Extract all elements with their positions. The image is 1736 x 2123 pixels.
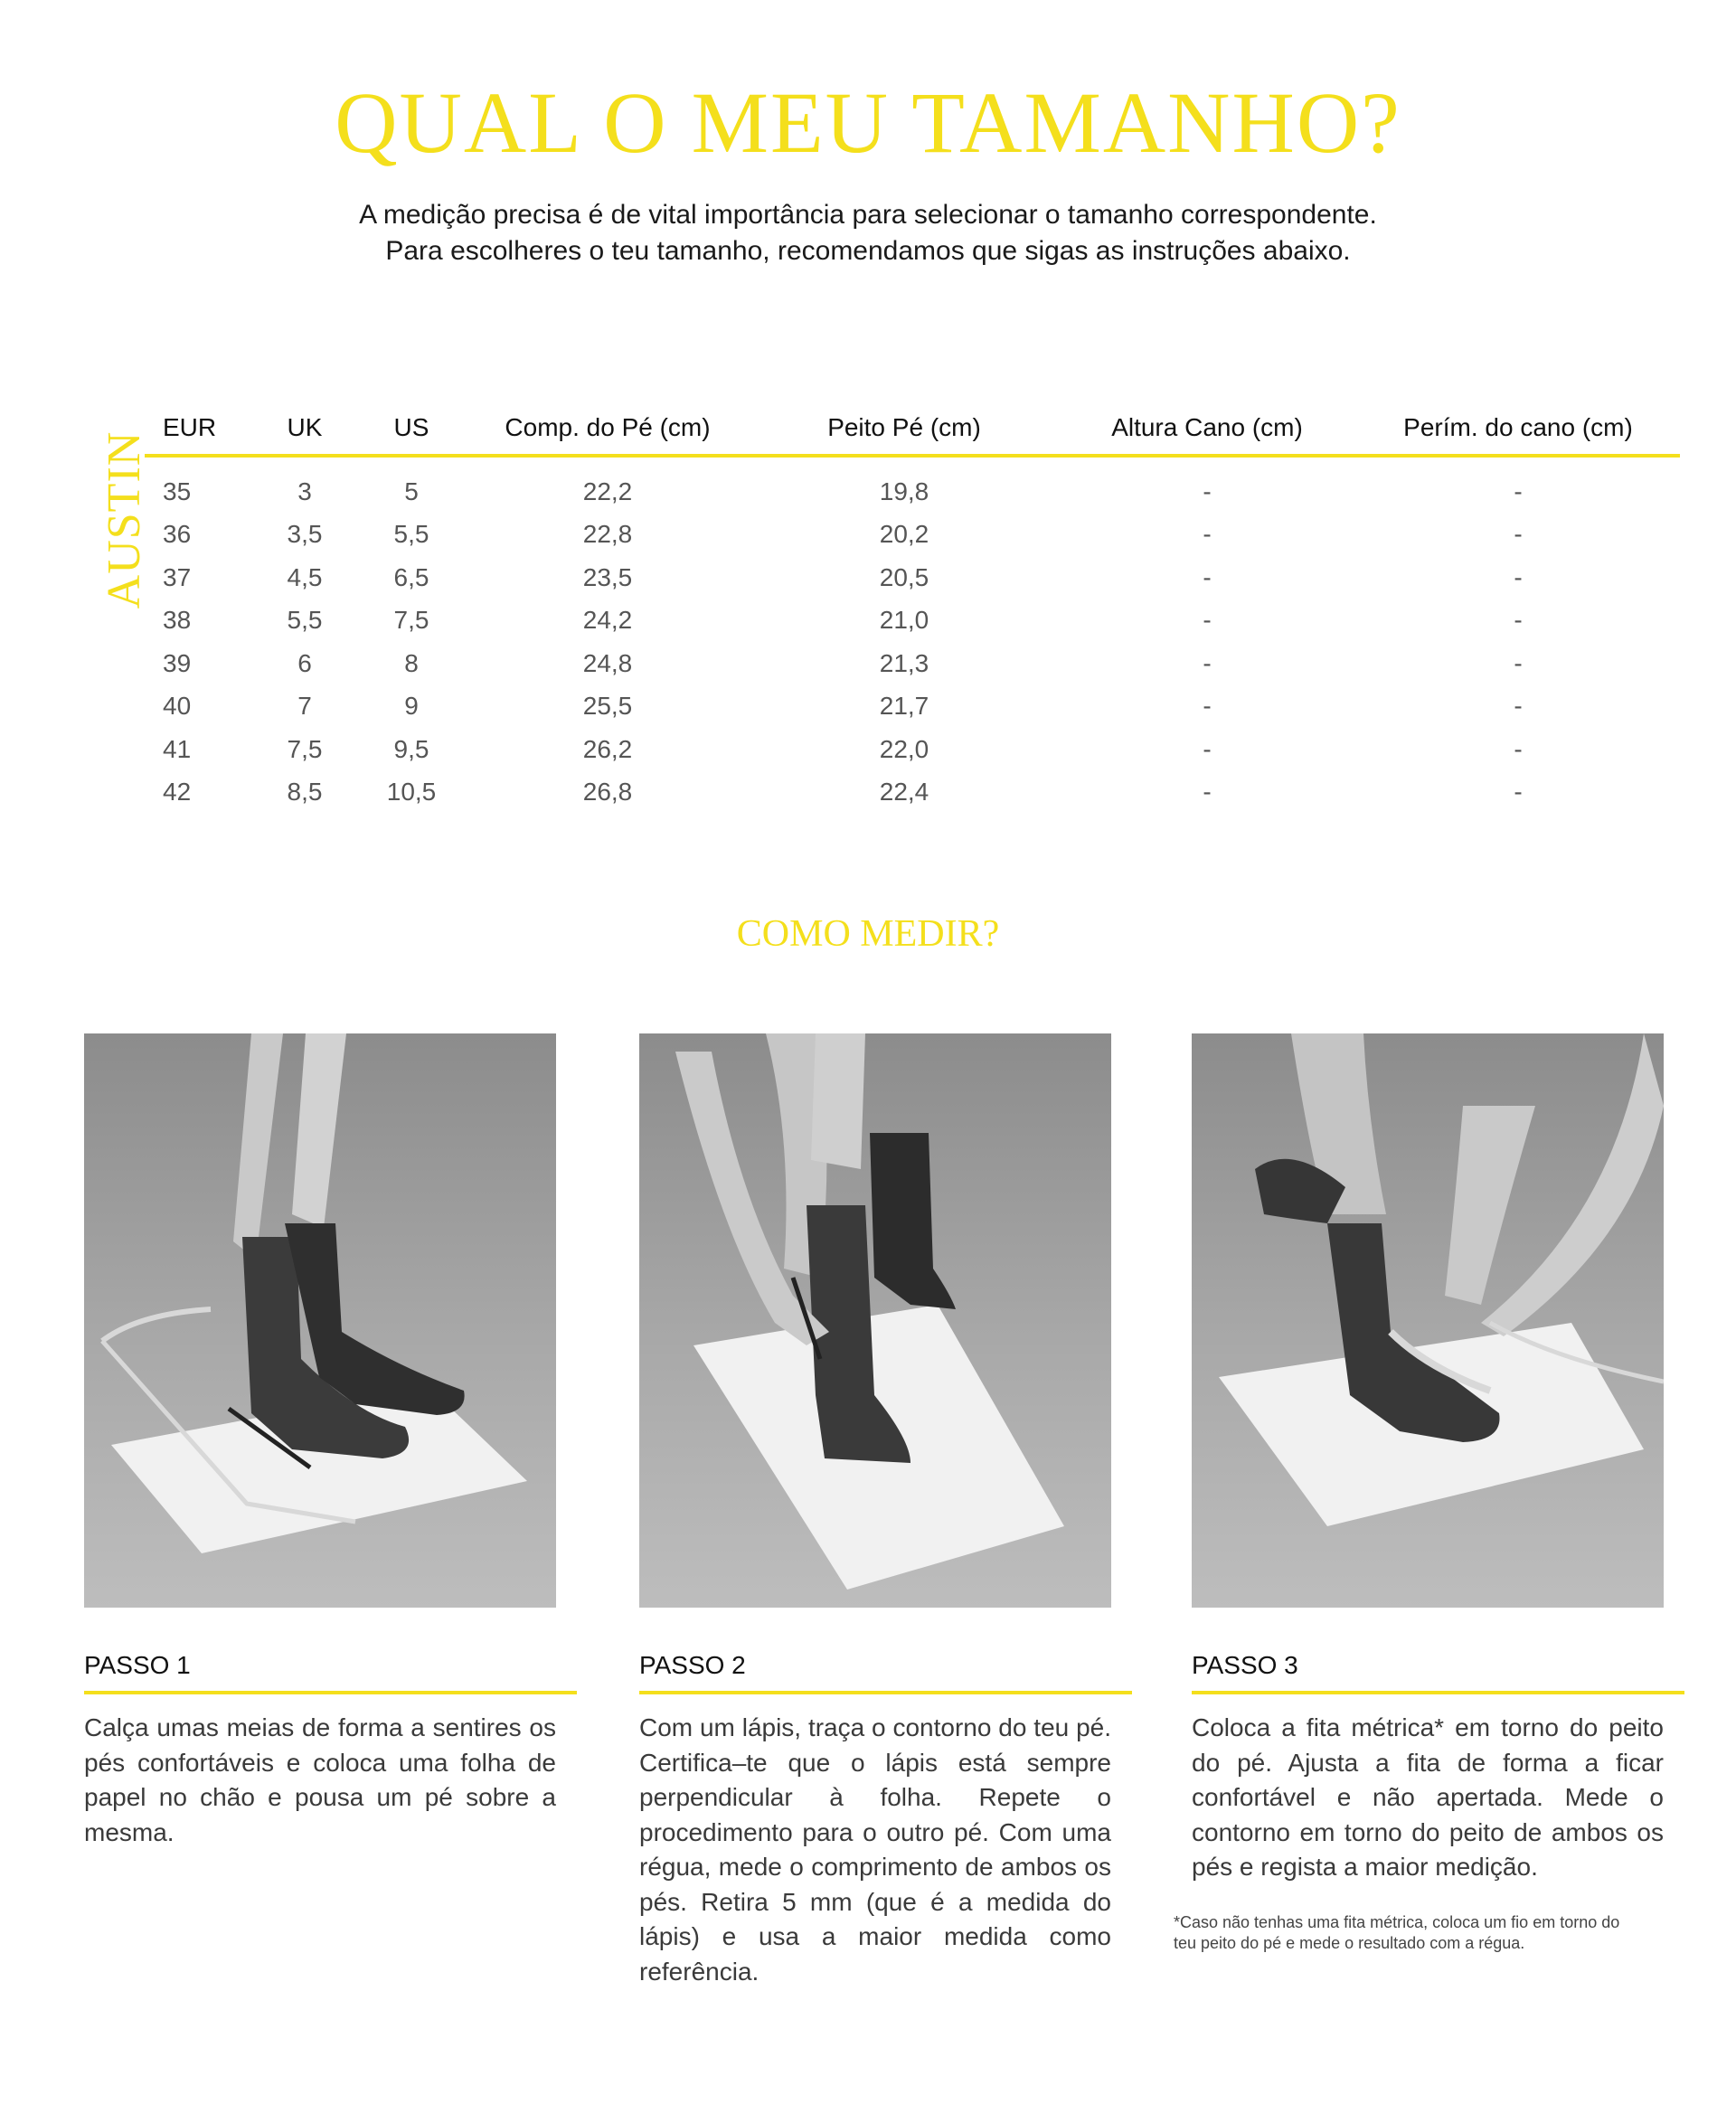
table-cell: 38 xyxy=(163,606,192,635)
table-cell: - xyxy=(1203,692,1212,721)
table-cell: 23,5 xyxy=(582,562,633,591)
table-cell: 22,2 xyxy=(582,476,633,505)
table-cell: 41 xyxy=(163,734,192,763)
how-to-title: COMO MEDIR? xyxy=(736,913,1000,955)
column-header-instep: Peito Pé (cm) xyxy=(750,405,1058,456)
table-cell: 6,5 xyxy=(393,562,429,591)
table-cell: - xyxy=(1514,734,1523,763)
table-cell: 24,2 xyxy=(582,606,633,635)
table-cell: - xyxy=(1514,476,1523,505)
table-cell: - xyxy=(1203,648,1212,677)
table-cell: 26,8 xyxy=(582,778,633,807)
table-cell: - xyxy=(1514,606,1523,635)
column-header-us: US xyxy=(358,405,465,456)
table-cell: 7,5 xyxy=(393,606,429,635)
step-3-footnote: *Caso não tenhas uma fita métrica, coloca um fio em torno do teu peito do pé e mede o resultado com a régua. xyxy=(1174,1912,1620,1952)
step-3-text: Coloca a fita métrica* em torno do peito do pé. Ajusta a fita de forma a ficar confortável e não apertada. Mede o contorno em torno do peito de ambos os pés e regista a maior medição. xyxy=(1192,1713,1664,1881)
column-header-uk: UK xyxy=(251,405,358,456)
table-cell: 20,5 xyxy=(879,562,929,591)
size-table-body xyxy=(145,456,1680,814)
table-cell: 21,7 xyxy=(879,692,929,721)
table-cell: 7 xyxy=(297,692,312,721)
table-cell: 7,5 xyxy=(287,734,323,763)
table-cell: 21,0 xyxy=(879,606,929,635)
table-cell: 9 xyxy=(404,692,419,721)
step-2-title: PASSO 2 xyxy=(639,1651,1132,1694)
table-row xyxy=(145,456,1680,514)
table-cell: - xyxy=(1203,562,1212,591)
table-cell: 22,4 xyxy=(879,778,929,807)
step-1-photo xyxy=(84,1033,556,1608)
intro-line-2: Para escolheres o teu tamanho, recomendamos que sigas as instruções abaixo. xyxy=(385,236,1351,266)
table-cell: 37 xyxy=(163,562,192,591)
table-cell: 20,2 xyxy=(879,520,929,549)
step-2-text: Com um lápis, traça o contorno do teu pé. Certifica–te que o lápis está sempre perpendicular à folha. Repete o procedimento para o outro pé. Com uma régua, mede o comprimento de ambos os pés. Retira 5 mm (que é a medida do lápis) e usa a maior medida como referência. xyxy=(639,1713,1111,1986)
intro-text xyxy=(0,197,1736,269)
table-row xyxy=(145,599,1680,643)
step-3 xyxy=(1174,1033,1664,1954)
page-title: QUAL O MEU TAMANHO? xyxy=(335,74,1401,171)
table-cell: 5,5 xyxy=(393,520,429,549)
table-header-row xyxy=(145,405,1680,456)
table-cell: 35 xyxy=(163,476,192,505)
table-cell: - xyxy=(1203,476,1212,505)
table-cell: - xyxy=(1514,692,1523,721)
column-header-shaft-perimeter: Perím. do cano (cm) xyxy=(1356,405,1680,456)
table-cell: 24,8 xyxy=(582,648,633,677)
table-cell: 3 xyxy=(297,476,312,505)
column-header-foot-length: Comp. do Pé (cm) xyxy=(465,405,750,456)
table-row xyxy=(145,685,1680,729)
table-cell: 8 xyxy=(404,648,419,677)
table-cell: 5 xyxy=(404,476,419,505)
table-cell: 22,0 xyxy=(879,734,929,763)
table-cell: - xyxy=(1514,778,1523,807)
table-cell: - xyxy=(1203,734,1212,763)
intro-line-1: A medição precisa é de vital importância para selecionar o tamanho correspondente. xyxy=(359,200,1377,230)
table-cell: 26,2 xyxy=(582,734,633,763)
table-cell: 22,8 xyxy=(582,520,633,549)
table-cell: - xyxy=(1514,648,1523,677)
table-cell: - xyxy=(1514,520,1523,549)
step-3-photo xyxy=(1192,1033,1664,1608)
table-cell: 42 xyxy=(163,778,192,807)
size-table xyxy=(145,405,1680,814)
table-cell: - xyxy=(1203,520,1212,549)
step-1-text: Calça umas meias de forma a sentires os pés confortáveis e coloca uma folha de papel no chão e pousa um pé sobre a mesma. xyxy=(84,1713,556,1846)
table-cell: 4,5 xyxy=(287,562,323,591)
table-cell: - xyxy=(1514,562,1523,591)
column-header-eur: EUR xyxy=(145,405,251,456)
step-2 xyxy=(639,1033,1111,1989)
step-2-photo xyxy=(639,1033,1111,1608)
table-cell: 21,3 xyxy=(879,648,929,677)
table-cell: 39 xyxy=(163,648,192,677)
table-cell: 3,5 xyxy=(287,520,323,549)
table-row xyxy=(145,514,1680,557)
table-cell: 6 xyxy=(297,648,312,677)
table-cell: 19,8 xyxy=(879,476,929,505)
table-cell: 40 xyxy=(163,692,192,721)
table-cell: - xyxy=(1203,778,1212,807)
table-cell: - xyxy=(1203,606,1212,635)
table-cell: 5,5 xyxy=(287,606,323,635)
step-1-title: PASSO 1 xyxy=(84,1651,577,1694)
step-3-title: PASSO 3 xyxy=(1192,1651,1684,1694)
table-row xyxy=(145,556,1680,599)
column-header-shaft-height: Altura Cano (cm) xyxy=(1058,405,1356,456)
model-name: AUSTIN xyxy=(99,430,150,609)
table-cell: 25,5 xyxy=(582,692,633,721)
table-cell: 10,5 xyxy=(386,778,437,807)
table-row xyxy=(145,771,1680,815)
step-1 xyxy=(84,1033,556,1850)
table-cell: 36 xyxy=(163,520,192,549)
table-row xyxy=(145,728,1680,771)
table-cell: 8,5 xyxy=(287,778,323,807)
table-row xyxy=(145,642,1680,685)
table-cell: 9,5 xyxy=(393,734,429,763)
